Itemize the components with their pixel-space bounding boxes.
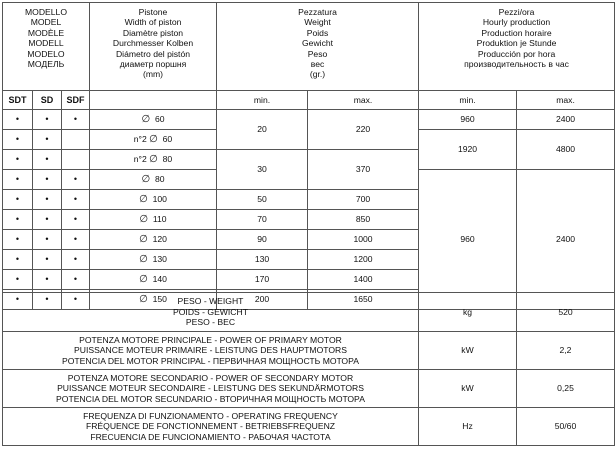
sd-dot: •	[33, 170, 62, 190]
sd-dot: •	[33, 110, 62, 130]
header-weight: Pezzatura Weight Poids Gewicht Peso вес (gr.)	[217, 3, 419, 91]
spec-label: PESO - WEIGHT POIDS - GEWICHT PESO - ВЕС	[3, 293, 419, 332]
spec-label: POTENZA MOTORE SECONDARIO - POWER OF SECONDARY MOTOR PUISSANCE MOTEUR SECONDAIRE - LEISTUNG DES SEKUNDÄRMOTORS POTENCIA DEL MOTOR SECUNDARIO - ВТОРИЧНАЯ МОЩНОСТЬ МОТОРА	[3, 370, 419, 408]
weight-min: 50	[217, 190, 308, 210]
diameter-icon: ∅	[139, 293, 148, 305]
piston-cell: ∅ 80	[90, 170, 217, 190]
sdf-dot: •	[62, 190, 90, 210]
sdt-dot: •	[3, 250, 33, 270]
sdt-dot: •	[3, 270, 33, 290]
spec-label: POTENZA MOTORE PRINCIPALE - POWER OF PRIMARY MOTOR PUISSANCE MOTEUR PRIMAIRE - LEISTUNG DES HAUPTMOTORS POTENCIA DEL MOTOR PRINCIPAL - ПЕРВИЧНАЯ МОЩНОСТЬ МОТОРА	[3, 332, 419, 370]
diameter-icon: ∅	[139, 193, 148, 205]
col-weight-min: min.	[217, 91, 308, 110]
diameter-icon: ∅	[149, 133, 158, 145]
sdf-dot: •	[62, 270, 90, 290]
sdt-dot: •	[3, 110, 33, 130]
piston-cell: ∅ 60	[90, 110, 217, 130]
sdf-dot: •	[62, 230, 90, 250]
prod-min: 960	[419, 110, 517, 130]
header-model: MODELLO MODEL MODÈLE MODELL MODELO МОДЕЛЬ	[3, 3, 90, 91]
weight-min: 130	[217, 250, 308, 270]
spec-row-frequency	[3, 408, 615, 446]
weight-max: 700	[308, 190, 419, 210]
weight-max: 220	[308, 110, 419, 150]
spec-value: 520	[517, 293, 615, 332]
prod-max: 4800	[517, 130, 615, 170]
sd-dot: •	[33, 190, 62, 210]
piston-cell: n°2 ∅ 80	[90, 150, 217, 170]
header-piston: Pistone Width of piston Diamètre piston Durchmesser Kolben Diámetro del pistón диаметр поршня (mm)	[90, 3, 217, 91]
piston-cell: ∅ 120	[90, 230, 217, 250]
weight-min: 200	[217, 290, 308, 310]
sdf-dot: •	[62, 250, 90, 270]
diameter-icon: ∅	[139, 213, 149, 225]
sdf-dot	[62, 150, 90, 170]
diameter-icon: ∅	[139, 273, 148, 285]
piston-cell: ∅ 130	[90, 250, 217, 270]
piston-cell: ∅ 110	[90, 210, 217, 230]
sd-dot: •	[33, 270, 62, 290]
col-prod-min: min.	[419, 91, 517, 110]
piston-cell: ∅ 100	[90, 190, 217, 210]
diameter-icon: ∅	[141, 173, 151, 185]
sdf-dot: •	[62, 210, 90, 230]
col-sdf: SDF	[62, 91, 90, 110]
weight-min: 90	[217, 230, 308, 250]
spec-value: 0,25	[517, 370, 615, 408]
col-prod-max: max.	[517, 91, 615, 110]
col-sd: SD	[33, 91, 62, 110]
spec-unit: kW	[419, 370, 517, 408]
weight-max: 1000	[308, 230, 419, 250]
prod-max: 2400	[517, 110, 615, 130]
piston-cell: ∅ 150	[90, 290, 217, 310]
header-production: Pezzi/ora Hourly production Production horaire Produktion je Stunde Producción por hora производительность в час	[419, 3, 615, 91]
col-weight-max: max.	[308, 91, 419, 110]
sd-dot: •	[33, 290, 62, 310]
sd-dot: •	[33, 250, 62, 270]
col-piston-blank	[90, 91, 217, 110]
sd-dot: •	[33, 230, 62, 250]
spec-unit: kg	[419, 293, 517, 332]
sd-dot: •	[33, 210, 62, 230]
prod-min: 960	[419, 170, 517, 310]
diameter-icon: ∅	[149, 153, 158, 165]
spec-unit: Hz	[419, 408, 517, 446]
weight-min: 70	[217, 210, 308, 230]
sdt-dot: •	[3, 150, 33, 170]
prod-min: 1920	[419, 130, 517, 170]
sdf-dot	[62, 130, 90, 150]
spec-value: 50/60	[517, 408, 615, 446]
weight-max: 1200	[308, 250, 419, 270]
sd-dot: •	[33, 150, 62, 170]
piston-cell: ∅ 140	[90, 270, 217, 290]
spec-unit: kW	[419, 332, 517, 370]
spec-label: FREQUENZA DI FUNZIONAMENTO - OPERATING FREQUENCY FRÉQUENCE DE FONCTIONNEMENT - BETRIEBSFREQUENZ FRECUENCIA DE FUNCIONAMIENTO - РАБОЧАЯ ЧАСТОТА	[3, 408, 419, 446]
weight-min: 20	[217, 110, 308, 150]
sdt-dot: •	[3, 170, 33, 190]
diameter-icon: ∅	[141, 113, 151, 125]
sdf-dot: •	[62, 170, 90, 190]
diameter-icon: ∅	[139, 253, 148, 265]
weight-max: 370	[308, 150, 419, 190]
diameter-icon: ∅	[139, 233, 148, 245]
weight-min: 30	[217, 150, 308, 190]
technical-data-table	[2, 292, 615, 446]
prod-max: 2400	[517, 170, 615, 310]
weight-max: 1650	[308, 290, 419, 310]
col-sdt: SDT	[3, 91, 33, 110]
weight-max: 850	[308, 210, 419, 230]
sdt-dot: •	[3, 210, 33, 230]
sdt-dot: •	[3, 190, 33, 210]
spec-row-weight	[3, 293, 615, 332]
sdt-dot: •	[3, 130, 33, 150]
sdt-dot: •	[3, 230, 33, 250]
spec-value: 2,2	[517, 332, 615, 370]
spec-row-secondary-motor	[3, 370, 615, 408]
piston-cell: n°2 ∅ 60	[90, 130, 217, 150]
sdf-dot: •	[62, 290, 90, 310]
sd-dot: •	[33, 130, 62, 150]
spec-row-primary-motor	[3, 332, 615, 370]
table-row	[3, 110, 615, 130]
model-spec-table	[2, 2, 615, 310]
sdf-dot: •	[62, 110, 90, 130]
sdt-dot: •	[3, 290, 33, 310]
weight-max: 1400	[308, 270, 419, 290]
weight-min: 170	[217, 270, 308, 290]
